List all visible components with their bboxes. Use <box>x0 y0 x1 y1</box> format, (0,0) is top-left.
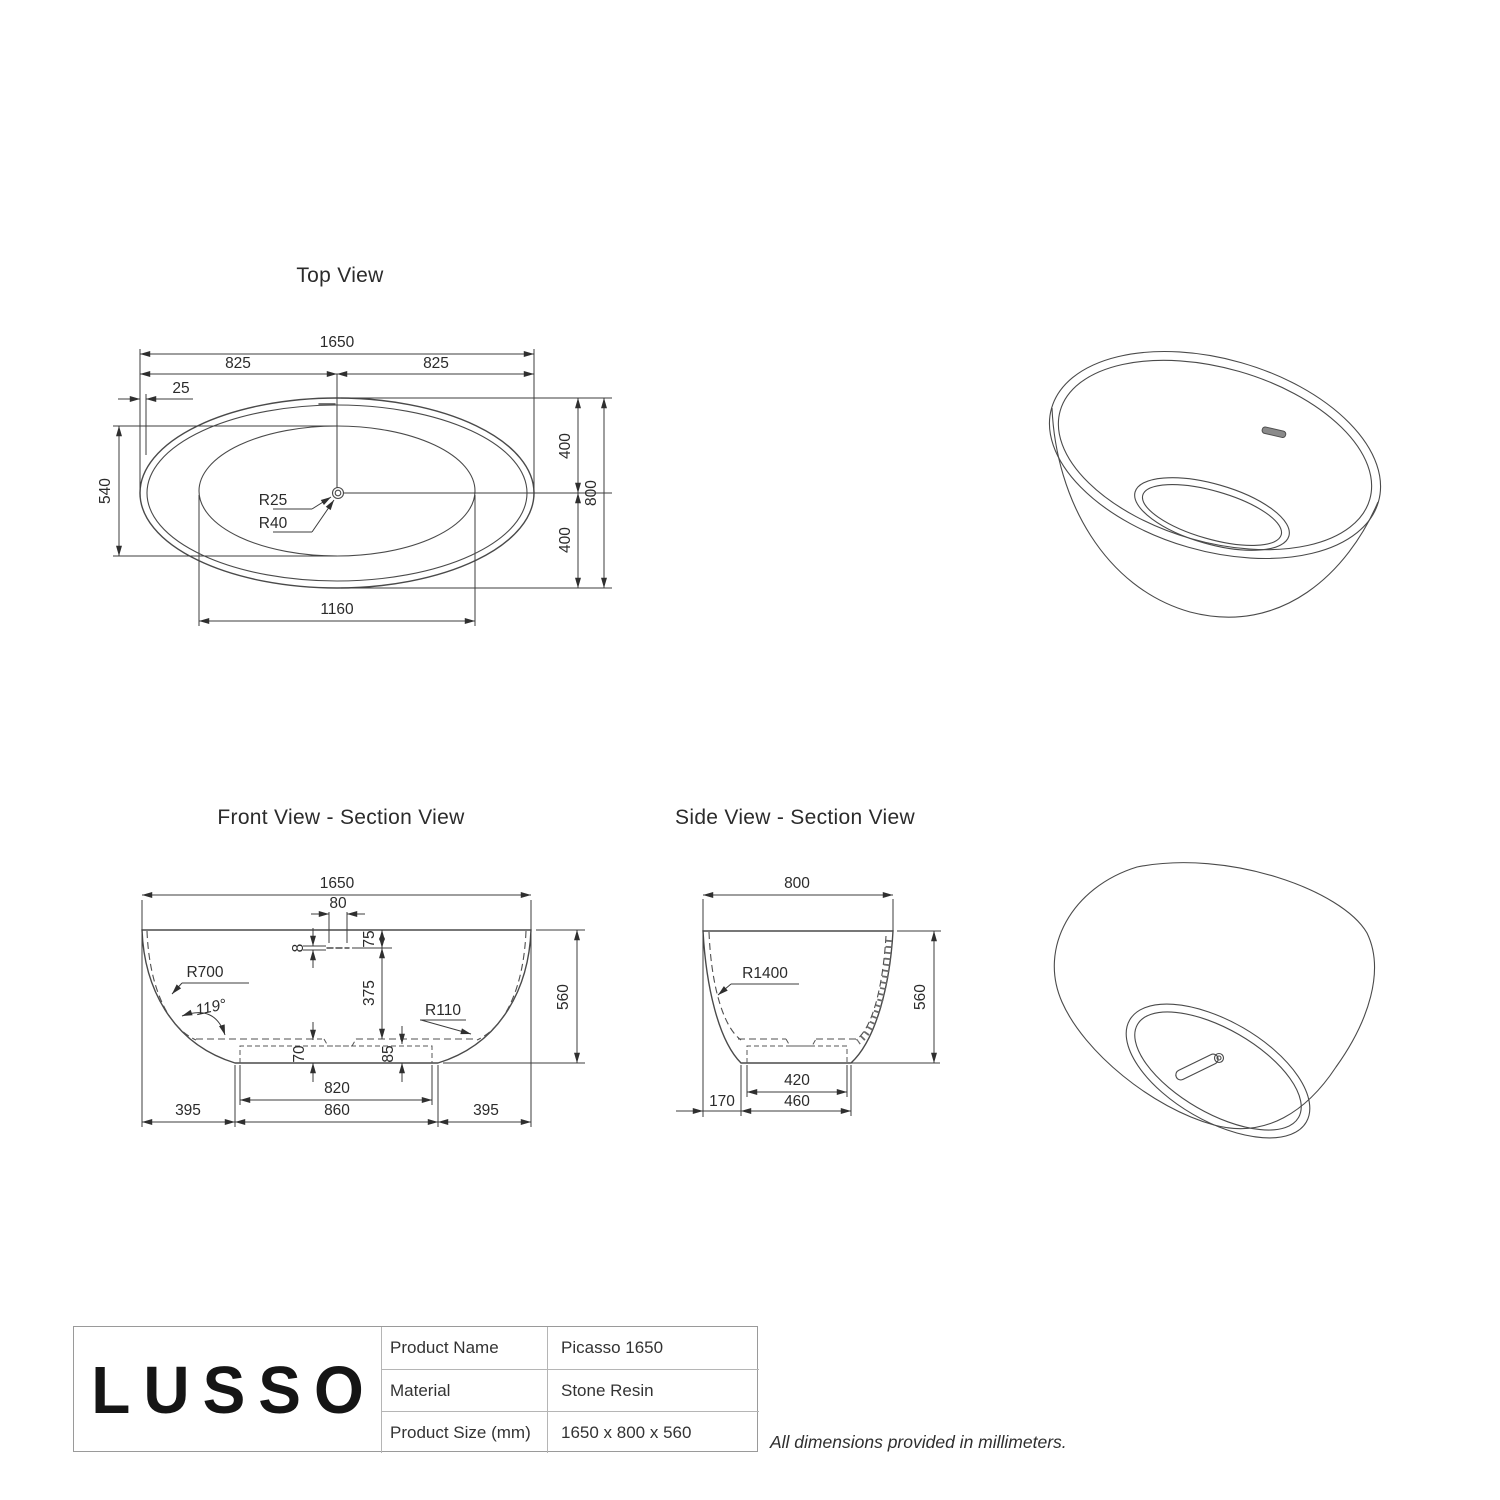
dim-top-width-total: 800 <box>583 480 600 506</box>
dim-front-plinth-height: 85 <box>380 1045 397 1063</box>
3d-drain-fitting-outer <box>1215 1054 1224 1063</box>
dim-front-overhang-left: 395 <box>175 1102 201 1119</box>
dim-side-height-total: 560 <box>912 984 929 1010</box>
dim-front-overflow-depth: 75 <box>361 930 378 948</box>
3d-base-ring-outer <box>1105 977 1332 1166</box>
side-base-recess <box>747 1046 847 1063</box>
side-view-title: Side View - Section View <box>675 806 915 829</box>
dim-top-half-right: 825 <box>423 355 449 372</box>
dim-front-overflow-width: 80 <box>329 895 347 912</box>
dim-side-overhang: 170 <box>709 1093 735 1110</box>
front-outline <box>142 930 531 1063</box>
dim-front-recess-length: 820 <box>324 1080 350 1097</box>
dim-front-height-total: 560 <box>555 984 572 1010</box>
brand-logo: LUSSO <box>91 1352 377 1428</box>
dim-front-length-total: 1650 <box>319 875 355 892</box>
front-base-recess <box>240 1046 432 1063</box>
perspective-view-top <box>1025 316 1405 617</box>
table-label-product-name: Product Name <box>381 1327 547 1369</box>
label-corner-radius: R40 <box>258 515 288 532</box>
label-drain-radius: R25 <box>258 492 288 509</box>
3d-rim-inner <box>1036 327 1393 583</box>
dim-top-width-half-top: 400 <box>557 433 574 459</box>
3d-rim-outer <box>1025 316 1405 594</box>
front-view-drawing <box>142 875 585 1127</box>
3d-overflow-slot <box>1262 426 1287 438</box>
dim-top-width-half-bottom: 400 <box>557 527 574 553</box>
table-label-material: Material <box>381 1369 547 1411</box>
dim-side-base-width: 460 <box>784 1093 810 1110</box>
front-inner-wall-right <box>477 931 526 1040</box>
dim-side-recess-width: 420 <box>784 1072 810 1089</box>
front-inner-wall-left <box>147 931 196 1040</box>
3d-base-ring-inner <box>1116 988 1319 1154</box>
dim-top-half-left: 825 <box>225 355 251 372</box>
dim-front-overhang-right: 395 <box>473 1102 499 1119</box>
3d-drain-channel <box>1174 1052 1220 1081</box>
logo-cell <box>74 1327 381 1453</box>
drain-inner <box>335 490 341 496</box>
label-side-wall-radius: R1400 <box>742 965 788 982</box>
dim-front-depth-to-floor: 375 <box>361 980 378 1006</box>
top-view-title: Top View <box>296 264 384 287</box>
perspective-view-bottom <box>1054 863 1374 1166</box>
table-value-product-size: 1650 x 800 x 560 <box>547 1411 759 1453</box>
side-outline <box>703 931 893 1063</box>
label-front-wall-angle: 119° <box>194 996 228 1020</box>
dim-front-recess-depth: 70 <box>291 1045 308 1063</box>
table-value-material: Stone Resin <box>547 1369 759 1411</box>
drain-outer <box>333 488 344 499</box>
side-drain-recess <box>786 1039 816 1046</box>
side-view-drawing <box>676 875 941 1117</box>
dim-front-base-length: 860 <box>324 1102 350 1119</box>
label-front-wall-radius: R700 <box>186 964 224 981</box>
dim-top-length-total: 1650 <box>319 334 355 351</box>
dim-side-width-total: 800 <box>784 875 810 892</box>
front-drain-recess <box>324 1039 356 1046</box>
dim-top-rim-offset: 25 <box>172 380 190 397</box>
label-front-floor-radius: R110 <box>425 1002 461 1019</box>
table-value-product-name: Picasso 1650 <box>547 1327 759 1369</box>
dim-top-basin-width: 540 <box>97 478 114 504</box>
3d-body-outline <box>1052 408 1378 617</box>
dim-front-overflow-height: 8 <box>290 943 307 953</box>
top-view-drawing <box>97 334 612 626</box>
title-block <box>73 1326 758 1452</box>
front-view-title: Front View - Section View <box>217 806 465 829</box>
table-label-product-size: Product Size (mm) <box>381 1411 547 1453</box>
side-inner-wall-left <box>709 932 741 1040</box>
dim-top-basin-length: 1160 <box>320 601 354 618</box>
3d-underside-outline <box>1054 863 1374 1129</box>
dimensions-note: All dimensions provided in millimeters. <box>770 1432 1067 1452</box>
